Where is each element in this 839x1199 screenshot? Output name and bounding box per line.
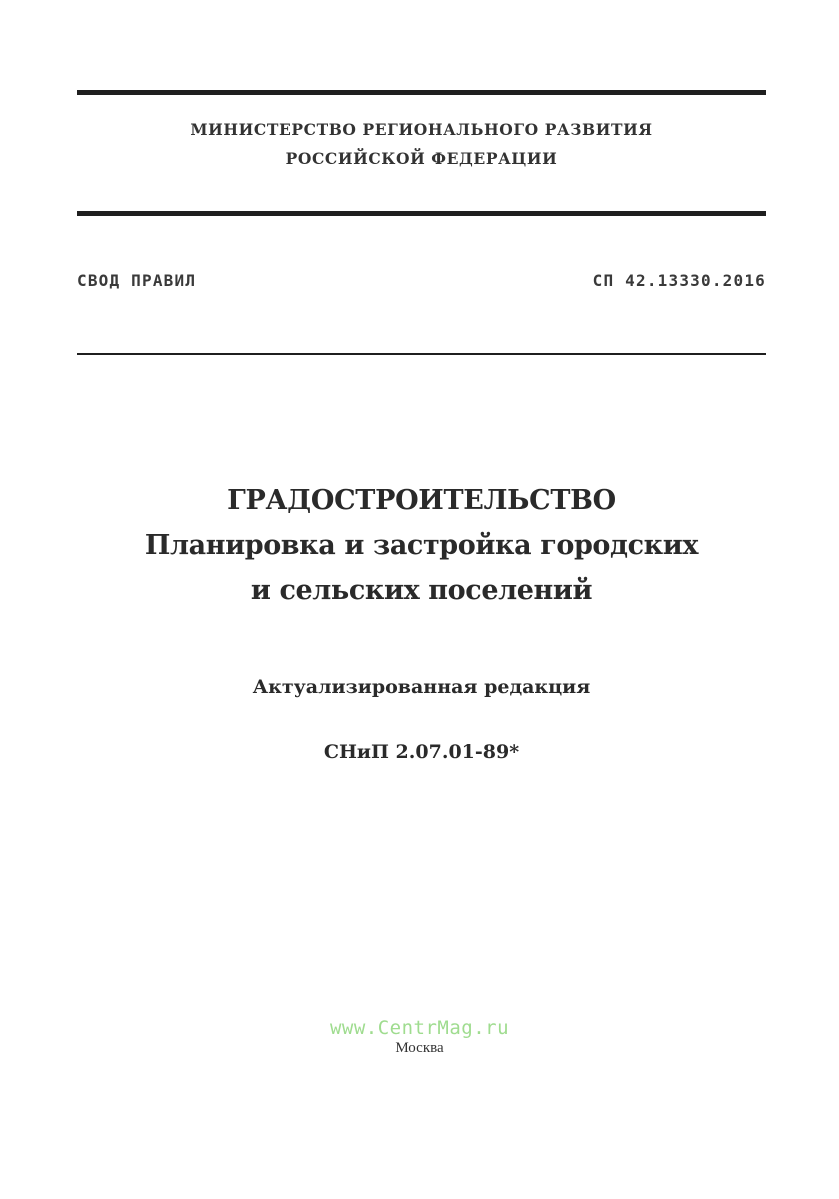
- publication-city: Москва: [395, 1040, 444, 1056]
- top-rule: [77, 90, 766, 95]
- ministry-line-1: МИНИСТЕРСТВО РЕГИОНАЛЬНОГО РАЗВИТИЯ: [190, 120, 653, 139]
- edition-label: Актуализированная редакция: [252, 676, 591, 698]
- document-code: СП 42.13330.2016: [592, 271, 766, 290]
- snip-code: СНиП 2.07.01-89*: [323, 741, 520, 763]
- middle-rule: [77, 211, 766, 216]
- title-line-2: Планировка и застройка городских: [144, 530, 699, 561]
- watermark-text: www.CentrMag.ru: [329, 1017, 510, 1039]
- thin-rule: [77, 353, 766, 355]
- ministry-line-2: РОССИЙСКОЙ ФЕДЕРАЦИИ: [285, 149, 558, 168]
- document-type-label: СВОД ПРАВИЛ: [77, 271, 197, 290]
- code-row: [77, 271, 766, 295]
- title-line-1: ГРАДОСТРОИТЕЛЬСТВО: [227, 485, 616, 516]
- document-title: [77, 478, 766, 613]
- ministry-heading: [77, 115, 766, 173]
- title-line-3: и сельских поселений: [250, 575, 593, 606]
